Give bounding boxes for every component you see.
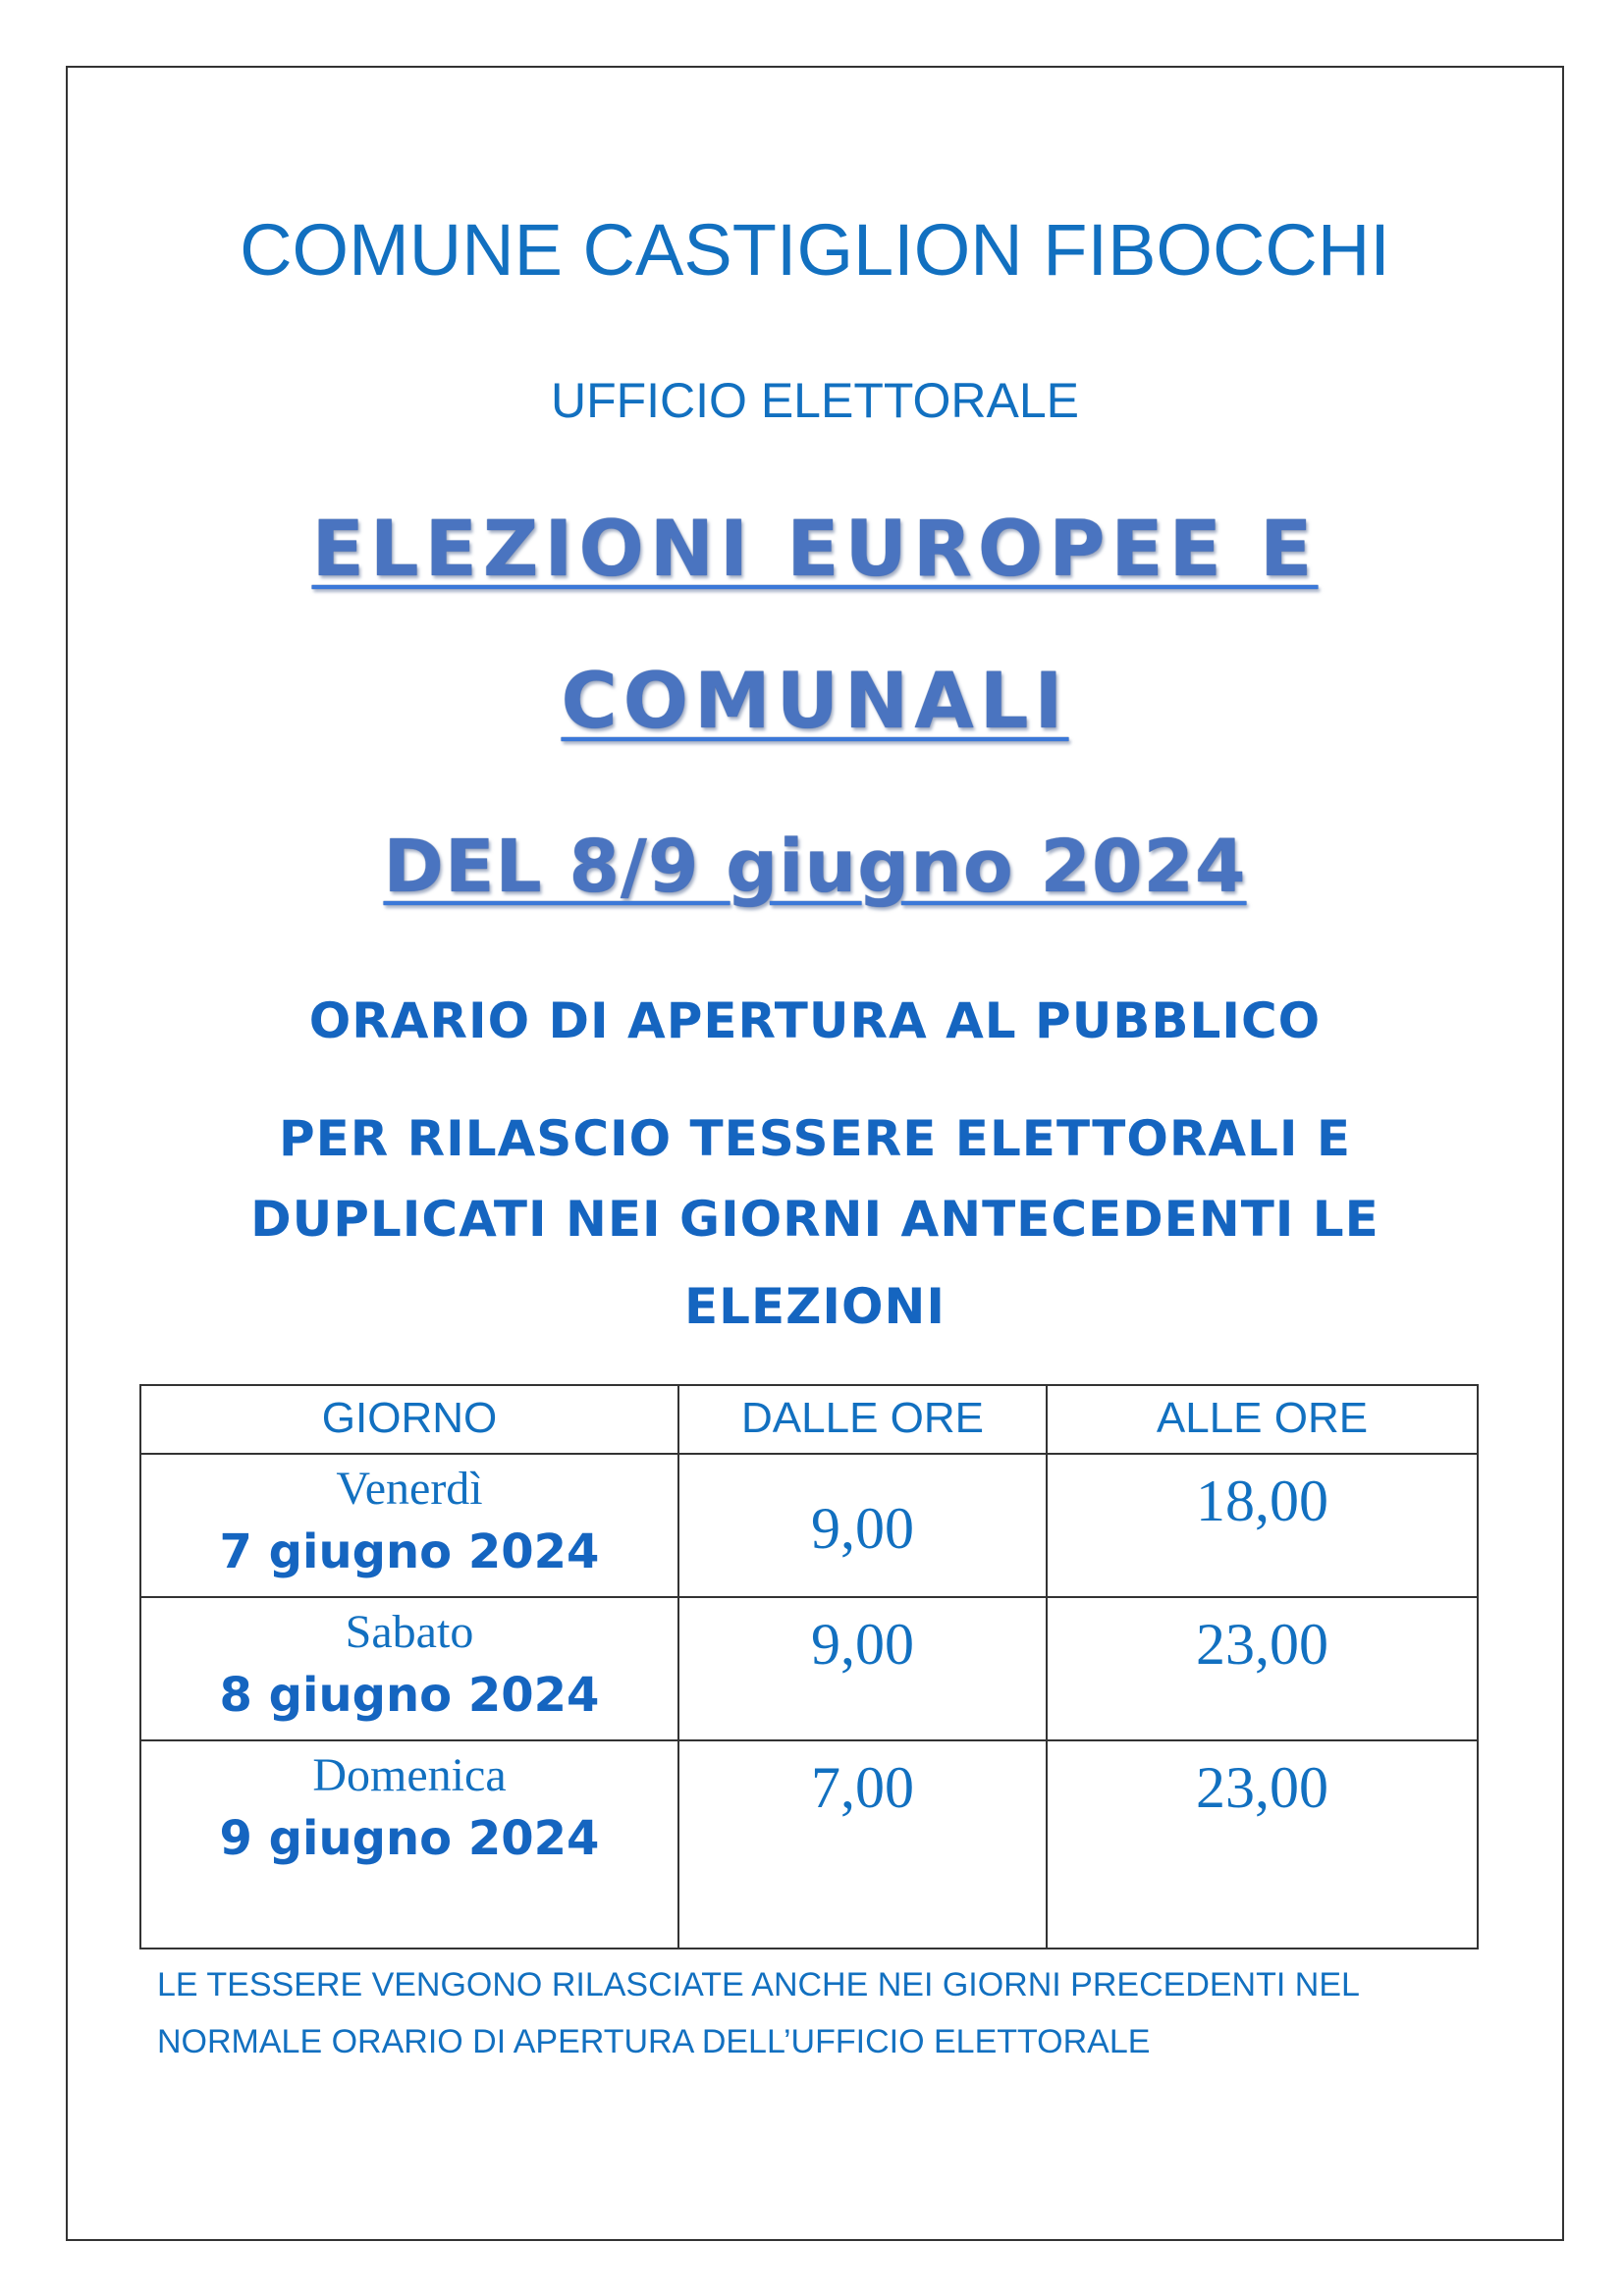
day-date: 7 giugno 2024 [219,1524,600,1579]
table-row [140,1597,1478,1740]
notice-line-3: ELEZIONI [684,1278,946,1335]
schedule-table [139,1384,1479,1949]
from-time: 9,00 [811,1496,914,1561]
notice-heading: ORARIO DI APERTURA AL PUBBLICO [308,992,1322,1049]
day-date: 8 giugno 2024 [219,1668,600,1723]
to-time: 23,00 [1196,1755,1328,1820]
day-date: 9 giugno 2024 [219,1811,600,1866]
to-cell [1047,1740,1478,1949]
to-cell [1047,1597,1478,1740]
schedule-header-row [140,1385,1478,1454]
header-giorno: GIORNO [140,1385,678,1454]
table-row [140,1454,1478,1597]
to-time: 18,00 [1196,1468,1328,1533]
election-title-line1: ELEZIONI EUROPEE E [311,506,1319,594]
notice-line-1: PER RILASCIO TESSERE ELETTORALI E [278,1110,1352,1167]
from-cell [678,1597,1047,1740]
from-time: 9,00 [811,1612,914,1677]
footer-note-line-2: NORMALE ORARIO DI APERTURA DELL’UFFICIO ELETTORALE [157,2023,1151,2060]
day-cell [140,1597,678,1740]
from-cell [678,1740,1047,1949]
election-title-line2: COMUNALI [561,658,1069,746]
election-dates: DEL 8/9 giugno 2024 [383,825,1247,909]
day-name: Domenica [312,1749,507,1801]
notice-line-2: DUPLICATI NEI GIORNI ANTECEDENTI LE [250,1191,1380,1248]
to-time: 23,00 [1196,1612,1328,1677]
office-subtitle: UFFICIO ELETTORALE [550,373,1080,428]
from-cell [678,1454,1047,1597]
day-name: Sabato [345,1606,474,1658]
footer-note-line-1: LE TESSERE VENGONO RILASCIATE ANCHE NEI GIORNI PRECEDENTI NEL [157,1966,1360,2003]
header-dalle-ore: DALLE ORE [678,1385,1047,1454]
municipality-title: COMUNE CASTIGLION FIBOCCHI [240,209,1390,291]
from-time: 7,00 [811,1755,914,1820]
table-row [140,1740,1478,1949]
day-cell [140,1454,678,1597]
to-cell [1047,1454,1478,1597]
header-alle-ore: ALLE ORE [1047,1385,1478,1454]
day-cell [140,1740,678,1949]
day-name: Venerdì [336,1463,483,1515]
